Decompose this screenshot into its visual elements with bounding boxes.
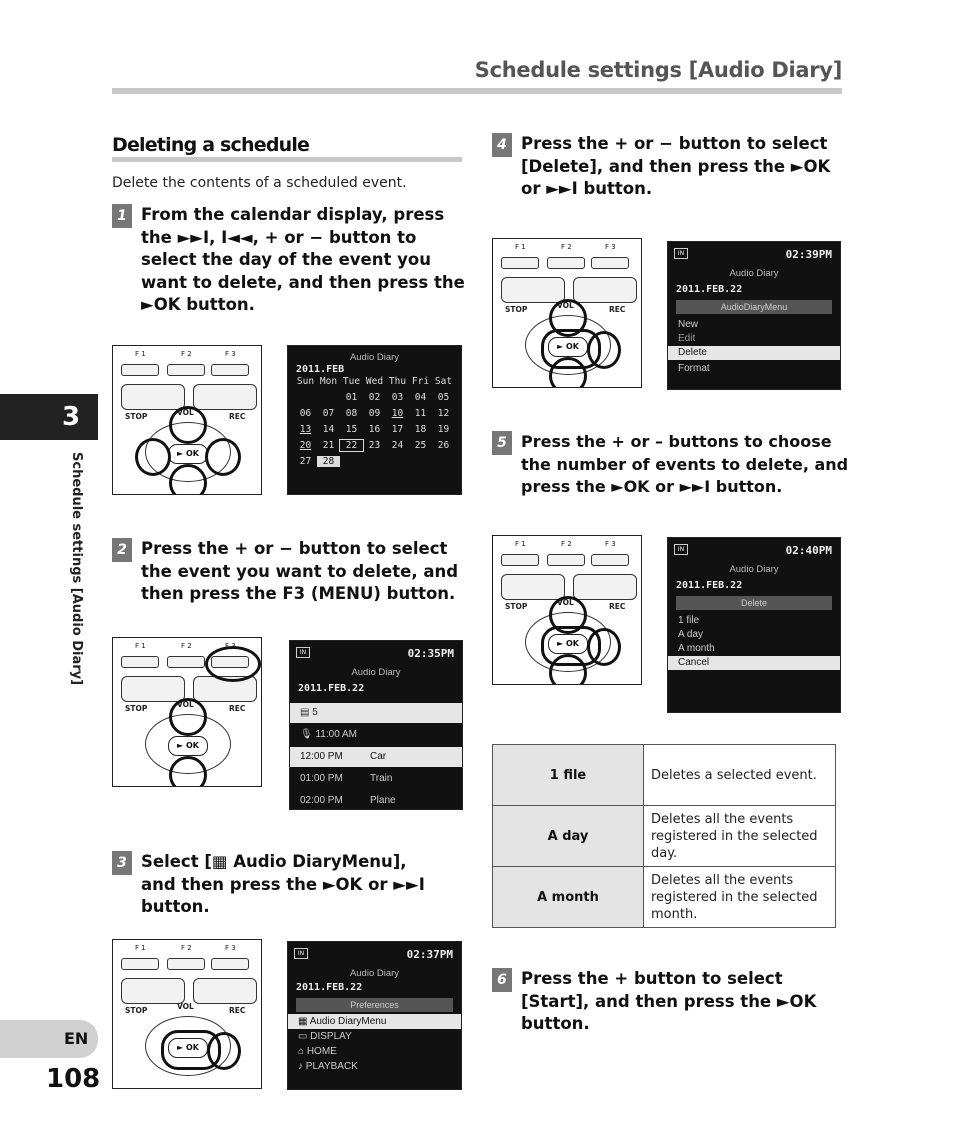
rec-label: REC: [229, 704, 246, 713]
recorder-illustration: [492, 238, 642, 388]
step-2-text: [141, 538, 466, 606]
f3-button: [211, 958, 249, 970]
option-name: A month: [493, 867, 644, 928]
rec-label: REC: [229, 1006, 246, 1015]
event-time: 11:00 AM: [315, 729, 357, 740]
delete-options-table: [492, 744, 836, 928]
step-line: and then press the ►OK or ►►I: [141, 874, 425, 894]
f1-button: [501, 257, 539, 269]
step-line: button.: [521, 1014, 590, 1033]
f1-button: [501, 554, 539, 566]
chapter-label: Schedule settings [Audio Diary]: [69, 452, 84, 686]
f3-label: F 3: [605, 540, 616, 548]
f1-button: [121, 656, 159, 668]
stop-button: [121, 978, 185, 1004]
weekday: Tue: [342, 376, 361, 387]
vol-label: VOL: [177, 408, 194, 417]
option-name: A day: [493, 806, 644, 867]
screen-date: 2011.FEB.22: [676, 580, 743, 591]
event-row: [290, 725, 462, 745]
event-time: 02:00 PM: [300, 795, 343, 806]
option-name: 1 file: [493, 745, 644, 806]
highlight-forward: [207, 1032, 241, 1070]
section-intro: Delete the contents of a scheduled event.: [112, 175, 407, 191]
recorder-illustration: [112, 637, 262, 787]
menu-title: Preferences: [296, 998, 453, 1012]
step-line: Press the + or − button to select: [141, 539, 448, 558]
f2-button: [547, 554, 585, 566]
display-icon: ▭: [298, 1031, 311, 1042]
chapter-side-label: [60, 452, 84, 702]
f3-label: F 3: [605, 243, 616, 251]
calendar-day: 03: [391, 392, 404, 403]
option-description: Deletes a selected event.: [644, 745, 836, 806]
note-icon: ♪: [298, 1061, 306, 1072]
language-tab: [0, 1020, 98, 1058]
calendar-day-selected: 22: [340, 440, 363, 451]
home-icon: ⌂: [298, 1046, 307, 1057]
calendar-day: 24: [391, 440, 404, 451]
page-header-title: Schedule settings [Audio Diary]: [474, 58, 842, 82]
step-line: the event you want to delete, and: [141, 561, 459, 581]
menu-item-label: Audio DiaryMenu: [309, 1016, 387, 1027]
step-line: [Start], and then press the ►OK: [521, 991, 817, 1011]
event-time: 01:00 PM: [300, 773, 343, 784]
calendar-day: 14: [322, 424, 335, 435]
event-time: 12:00 PM: [300, 751, 343, 762]
option-description: Deletes all the events registered in the selected day.: [644, 806, 836, 867]
step-line: select the day of the event you: [141, 250, 431, 269]
vol-label: VOL: [177, 700, 194, 709]
event-row: [290, 791, 462, 810]
menu-item-label: PLAYBACK: [305, 1061, 358, 1072]
f2-label: F 2: [561, 540, 572, 548]
ok-button: ► OK: [548, 337, 588, 357]
screen-time: 02:35PM: [407, 647, 454, 660]
menu-item: 1 file: [678, 615, 700, 626]
event-label: Car: [370, 751, 387, 762]
event-count-row: [290, 703, 462, 723]
chapter-number: 3: [62, 402, 81, 432]
table-row: [493, 745, 836, 806]
screen-time: 02:37PM: [406, 948, 453, 961]
recorder-illustration: [492, 535, 642, 685]
menu-item: [288, 1029, 461, 1044]
vol-label: VOL: [557, 301, 574, 310]
calendar-day: 15: [345, 424, 358, 435]
stop-button: [121, 676, 185, 702]
menu-item-selected: [288, 1014, 461, 1029]
step-line: button.: [141, 897, 210, 916]
calendar-day: 25: [414, 440, 427, 451]
screen-title: Audio Diary: [729, 564, 779, 575]
stop-label: STOP: [125, 1006, 148, 1015]
step-5-text: [521, 431, 851, 499]
step-line: Press the + button to select: [521, 969, 783, 988]
f1-label: F 1: [515, 540, 526, 548]
step-line: then press the F3 (MENU) button.: [141, 584, 456, 603]
menu-item: A day: [678, 629, 704, 640]
step-number: 3: [112, 851, 132, 875]
calendar-icon: ▦: [298, 1016, 310, 1027]
calendar-weekdays: [294, 376, 455, 392]
calendar-day: 11: [414, 408, 427, 419]
f2-button: [167, 958, 205, 970]
calendar-week: [294, 456, 455, 472]
preferences-screen: [287, 941, 462, 1090]
step-line: Select [▦ Audio DiaryMenu],: [141, 852, 407, 871]
highlight-forward: [587, 331, 621, 369]
calendar-day-today: 28: [317, 456, 340, 467]
menu-item-label: DISPLAY: [310, 1031, 352, 1042]
step-number: 2: [112, 538, 132, 562]
delete-menu-screen: [667, 537, 841, 713]
calendar-day: 16: [368, 424, 381, 435]
step-4-text: [521, 133, 851, 201]
calendar-day: 06: [299, 408, 312, 419]
calendar-day: 04: [414, 392, 427, 403]
language-label: EN: [64, 1029, 89, 1048]
highlight-plus: [169, 406, 207, 444]
step-line: the number of events to delete, and: [521, 454, 849, 474]
step-line: Press the + or – buttons to choose: [521, 432, 832, 451]
f2-label: F 2: [181, 944, 192, 952]
f2-button: [547, 257, 585, 269]
events-screen: [289, 640, 463, 810]
calendar-day: 12: [437, 408, 450, 419]
step-line: ►OK button.: [141, 295, 255, 314]
step-number: 6: [492, 968, 512, 992]
menu-item: New: [678, 319, 699, 330]
screen-date: 2011.FEB.22: [296, 982, 363, 993]
screen-date: 2011.FEB: [296, 364, 345, 375]
calendar-day: 07: [322, 408, 335, 419]
menu-item-selected: Cancel: [668, 656, 840, 670]
calendar-grid: [294, 376, 455, 472]
calendar-day: 09: [368, 408, 381, 419]
calendar-screen: [287, 345, 462, 495]
f1-button: [121, 958, 159, 970]
rec-button: [193, 978, 257, 1004]
calendar-day: 21: [322, 440, 335, 451]
screen-title: Audio Diary: [351, 667, 401, 678]
stop-label: STOP: [505, 602, 528, 611]
ok-button: ► OK: [168, 1038, 208, 1058]
recorder-illustration: [112, 939, 262, 1089]
f2-button: [167, 656, 205, 668]
screen-time: 02:39PM: [785, 248, 832, 261]
calendar-week: [294, 440, 455, 456]
f1-label: F 1: [135, 350, 146, 358]
stop-label: STOP: [505, 305, 528, 314]
in-badge: IN: [294, 948, 308, 959]
menu-title: AudioDiaryMenu: [676, 300, 832, 314]
recorder-illustration: [112, 345, 262, 495]
calendar-day: 17: [391, 424, 404, 435]
event-count: 5: [312, 707, 318, 718]
f2-button: [167, 364, 205, 376]
calendar-day: 23: [368, 440, 381, 451]
highlight-minus: [169, 464, 207, 495]
stop-button: [121, 384, 185, 410]
step-line: the ►►I, I◄◄, + or − button to: [141, 227, 417, 247]
f3-button: [591, 554, 629, 566]
calendar-day: 20: [299, 440, 312, 451]
menu-item-label: HOME: [306, 1046, 337, 1057]
calendar-day: 08: [345, 408, 358, 419]
f3-button: [211, 364, 249, 376]
f2-label: F 2: [181, 350, 192, 358]
step-number: 5: [492, 431, 512, 455]
event-row: [290, 769, 462, 789]
calendar-week: [294, 424, 455, 440]
mic-icon: ▤: [300, 707, 313, 718]
weekday: Sun: [296, 376, 315, 387]
screen-title: Audio Diary: [349, 968, 400, 979]
mic-icon: 🎙: [300, 729, 316, 740]
step-line: or ►►I button.: [521, 179, 653, 198]
in-badge: IN: [674, 544, 688, 555]
step-line: From the calendar display, press: [141, 205, 445, 224]
f1-label: F 1: [135, 944, 146, 952]
calendar-day: 02: [368, 392, 381, 403]
menu-title: Delete: [676, 596, 832, 610]
calendar-week: [294, 392, 455, 408]
weekday: Sat: [434, 376, 453, 387]
calendar-day: 13: [299, 424, 312, 435]
event-row-selected: [290, 747, 462, 767]
table-row: [493, 867, 836, 928]
screen-date: 2011.FEB.22: [676, 284, 743, 295]
in-badge: IN: [296, 647, 310, 658]
rec-label: REC: [609, 602, 626, 611]
weekday: Wed: [365, 376, 384, 387]
weekday: Mon: [319, 376, 338, 387]
f3-label: F 3: [225, 642, 236, 650]
calendar-day: 18: [414, 424, 427, 435]
menu-item: [288, 1044, 461, 1059]
step-line: press the ►OK or ►►I button.: [521, 477, 783, 496]
f1-label: F 1: [515, 243, 526, 251]
step-3-text: [141, 851, 466, 919]
table-row: [493, 806, 836, 867]
calendar-day: 05: [437, 392, 450, 403]
page-number: 108: [46, 1064, 101, 1094]
chapter-tab: [0, 394, 98, 440]
option-description: Deletes all the events registered in the selected month.: [644, 867, 836, 928]
header-rule: [112, 88, 842, 94]
weekday: Thu: [388, 376, 407, 387]
step-number: 1: [112, 204, 132, 228]
f3-label: F 3: [225, 350, 236, 358]
highlight-plus: [169, 698, 207, 736]
step-6-text: [521, 968, 851, 1036]
menu-item: A month: [678, 643, 715, 654]
event-label: Train: [370, 773, 393, 784]
menu-item: [288, 1059, 461, 1074]
ok-button: ► OK: [548, 634, 588, 654]
stop-label: STOP: [125, 704, 148, 713]
highlight-forward: [205, 438, 241, 476]
calendar-day: 10: [391, 408, 404, 419]
section-title: Deleting a schedule: [112, 134, 310, 156]
screen-time: 02:40PM: [785, 544, 832, 557]
ok-button: ► OK: [168, 736, 208, 756]
screen-title: Audio Diary: [349, 352, 400, 363]
step-1-text: [141, 204, 466, 317]
rec-label: REC: [229, 412, 246, 421]
f2-label: F 2: [561, 243, 572, 251]
diary-menu-screen: [667, 241, 841, 390]
vol-label: VOL: [177, 1002, 194, 1011]
screen-title: Audio Diary: [729, 268, 779, 279]
screen-date: 2011.FEB.22: [298, 683, 365, 694]
f3-label: F 3: [225, 944, 236, 952]
section-rule: [112, 157, 462, 162]
stop-button: [501, 277, 565, 303]
event-label: Plane: [370, 795, 396, 806]
highlight-minus: [169, 756, 207, 787]
rec-label: REC: [609, 305, 626, 314]
highlight-f3: [205, 646, 261, 682]
menu-item: Edit: [678, 333, 696, 344]
step-line: Press the + or − button to select: [521, 134, 828, 153]
stop-label: STOP: [125, 412, 148, 421]
step-line: [Delete], and then press the ►OK: [521, 156, 831, 176]
rec-button: [573, 574, 637, 600]
weekday: Fri: [411, 376, 430, 387]
f1-button: [121, 364, 159, 376]
menu-item: Format: [678, 363, 710, 374]
f2-label: F 2: [181, 642, 192, 650]
calendar-day: 26: [437, 440, 450, 451]
calendar-day: 27: [299, 456, 312, 467]
step-number: 4: [492, 133, 512, 157]
step-line: want to delete, and then press the: [141, 272, 465, 292]
vol-label: VOL: [557, 598, 574, 607]
calendar-day: 19: [437, 424, 450, 435]
rec-button: [193, 384, 257, 410]
highlight-rewind: [135, 438, 171, 476]
ok-button: ► OK: [168, 444, 208, 464]
stop-button: [501, 574, 565, 600]
calendar-week: [294, 408, 455, 424]
f1-label: F 1: [135, 642, 146, 650]
in-badge: IN: [674, 248, 688, 259]
f3-button: [591, 257, 629, 269]
rec-button: [573, 277, 637, 303]
calendar-day: 01: [345, 392, 358, 403]
highlight-forward: [587, 628, 621, 666]
menu-item-selected: Delete: [668, 346, 840, 360]
